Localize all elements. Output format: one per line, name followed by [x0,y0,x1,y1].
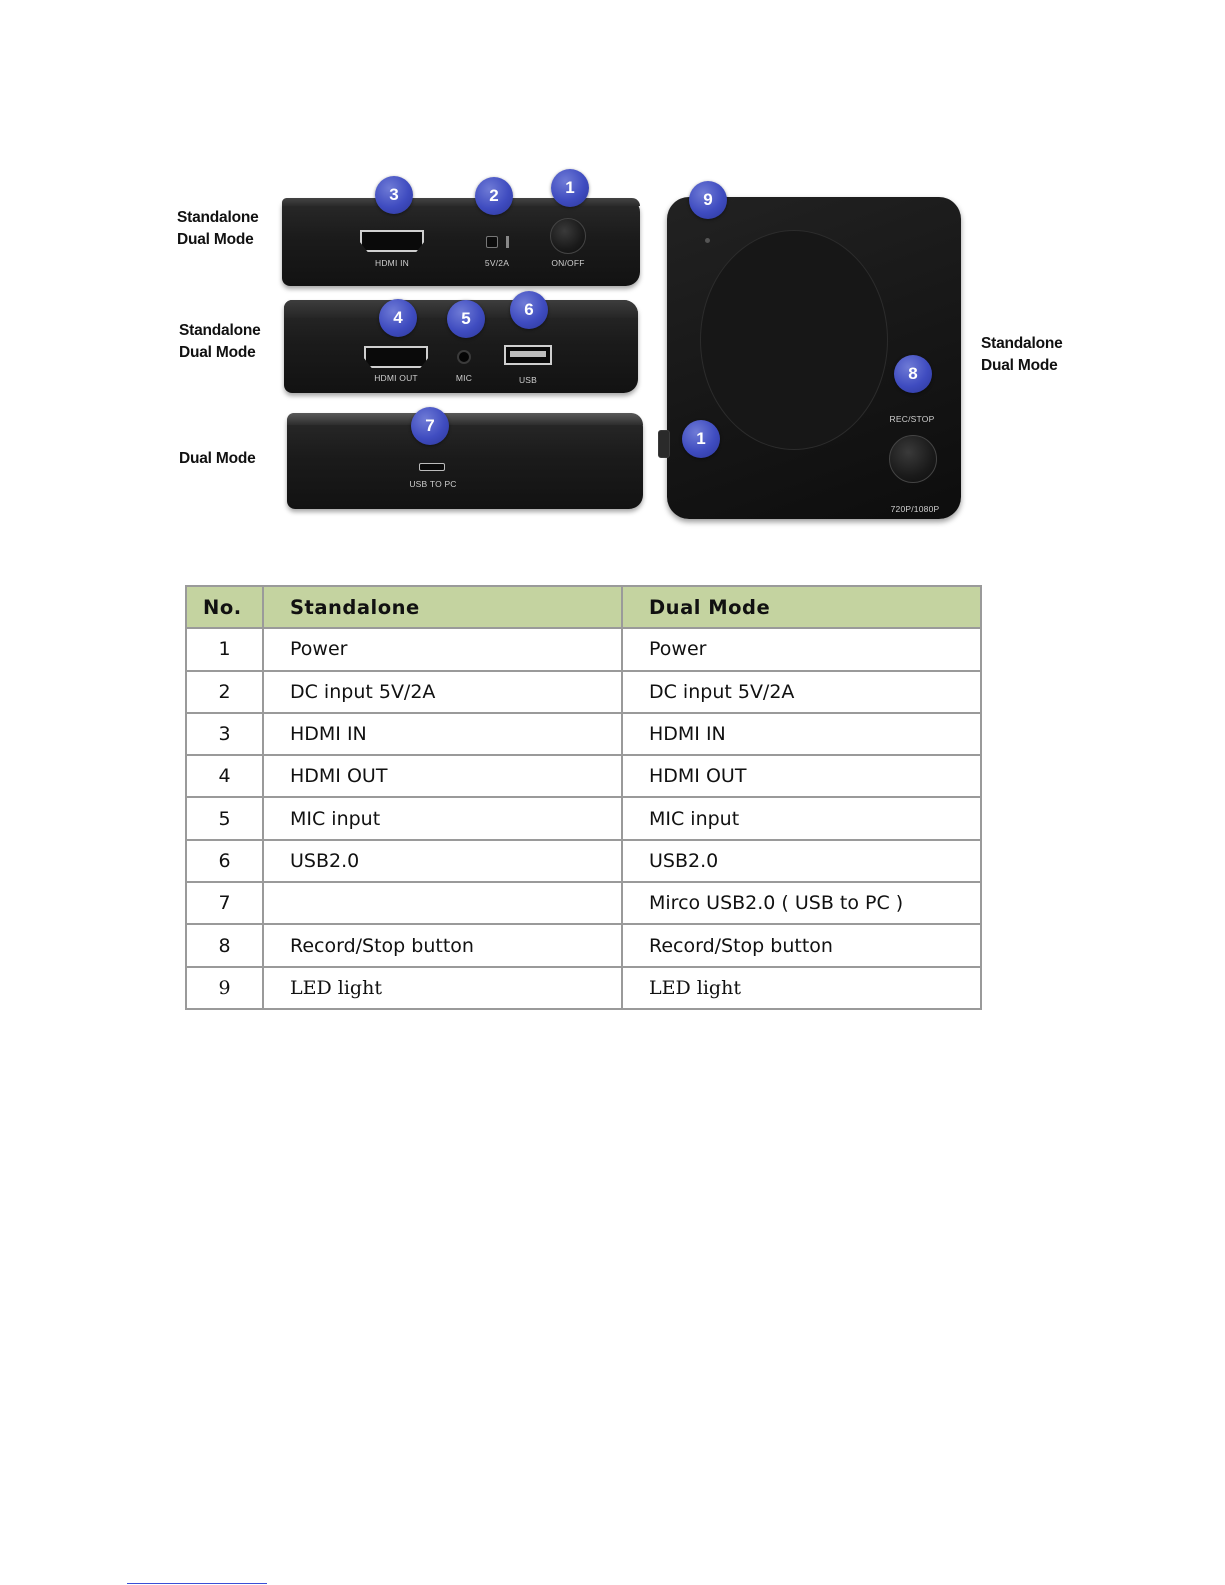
power-button [550,218,586,254]
cell-no: 2 [186,671,263,713]
cell-no: 8 [186,924,263,966]
cell-standalone: Record/Stop button [263,924,622,966]
hdmi-in-label: HDMI IN [375,258,409,268]
cell-dual-mode: LED light [622,967,981,1009]
cell-no: 7 [186,882,263,924]
badge-3: 3 [375,176,413,214]
usb-port [504,345,552,365]
right-device-label [981,333,1063,377]
header-standalone: Standalone [263,586,622,628]
cell-dual-mode: MIC input [622,797,981,839]
power-switch-side [658,430,670,458]
table-row [186,628,981,670]
table-header-row [186,586,981,628]
footnote-separator [127,1583,267,1584]
cell-dual-mode: HDMI IN [622,713,981,755]
usb-label: USB [518,375,538,385]
resolution-label: 720P/1080P [890,504,940,514]
table-row [186,755,981,797]
hdmi-out-port [364,346,428,368]
record-stop-button [889,435,937,483]
dc-jack-pin-icon [506,236,509,248]
table-row [186,882,981,924]
dc-jack-icon [486,236,498,248]
led-indicator-icon [705,238,710,243]
label-dual-mode: Dual Mode [179,450,256,467]
badge-9: 9 [689,181,727,219]
mic-label: MIC [455,373,473,383]
dc-label: 5V/2A [484,258,510,268]
header-dual-mode: Dual Mode [622,586,981,628]
cell-no: 3 [186,713,263,755]
cell-dual-mode: HDMI OUT [622,755,981,797]
badge-6: 6 [510,291,548,329]
cell-dual-mode: Power [622,628,981,670]
spec-table [185,585,982,1010]
on-off-label: ON/OFF [551,258,585,268]
header-no: No. [186,586,263,628]
mic-jack-icon [457,350,471,364]
badge-1: 1 [551,169,589,207]
rec-stop-label: REC/STOP [889,414,935,424]
cell-standalone: MIC input [263,797,622,839]
label-dual-mode: Dual Mode [981,357,1058,374]
cell-dual-mode: USB2.0 [622,840,981,882]
cell-standalone: DC input 5V/2A [263,671,622,713]
hdmi-out-label: HDMI OUT [374,373,418,383]
hdmi-in-port [360,230,424,252]
label-standalone: Standalone [179,322,261,339]
micro-usb-port [419,463,445,471]
cell-dual-mode: Mirco USB2.0 ( USB to PC ) [622,882,981,924]
badge-8: 8 [894,355,932,393]
label-dual-mode: Dual Mode [177,231,254,248]
badge-1-side: 1 [682,420,720,458]
device-top-panel [282,198,640,286]
label-dual-mode: Dual Mode [179,344,256,361]
cell-standalone: Power [263,628,622,670]
cell-standalone [263,882,622,924]
cell-no: 9 [186,967,263,1009]
badge-4: 4 [379,299,417,337]
cell-no: 5 [186,797,263,839]
cell-standalone: HDMI IN [263,713,622,755]
cell-dual-mode: DC input 5V/2A [622,671,981,713]
top-circle-emboss [700,230,888,450]
label-standalone: Standalone [177,209,259,226]
middle-device-label [179,320,261,364]
badge-5: 5 [447,300,485,338]
top-device-label [177,207,259,251]
cell-standalone: LED light [263,967,622,1009]
badge-2: 2 [475,177,513,215]
bottom-device-label [179,448,256,470]
usb-to-pc-label: USB TO PC [409,479,457,489]
cell-no: 6 [186,840,263,882]
table-row [186,797,981,839]
cell-no: 4 [186,755,263,797]
cell-standalone: USB2.0 [263,840,622,882]
cell-dual-mode: Record/Stop button [622,924,981,966]
cell-standalone: HDMI OUT [263,755,622,797]
cell-no: 1 [186,628,263,670]
badge-7: 7 [411,407,449,445]
table-row [186,967,981,1009]
label-standalone: Standalone [981,335,1063,352]
table-row [186,671,981,713]
device-bottom-panel [287,413,643,509]
table-row [186,924,981,966]
table-row [186,840,981,882]
table-row [186,713,981,755]
